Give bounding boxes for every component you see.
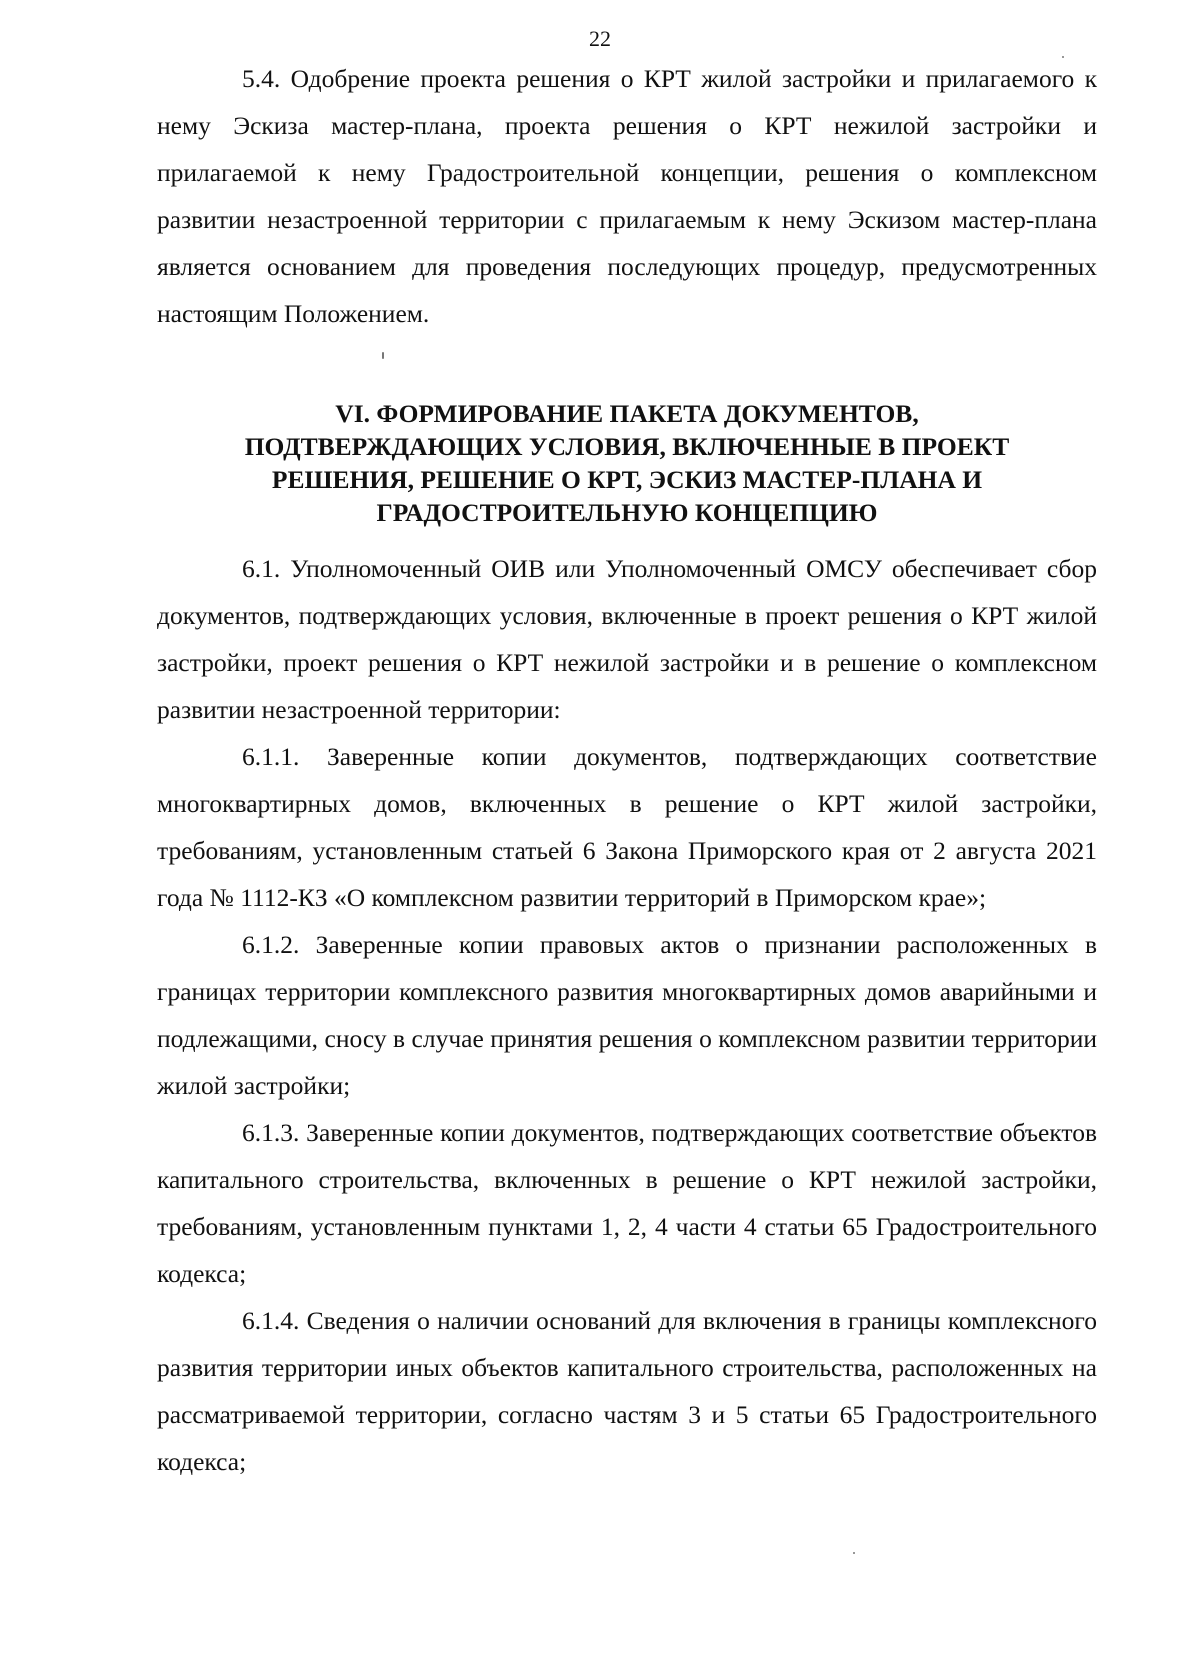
paragraph-6-1-2: 6.1.2. Заверенные копии правовых актов о признании расположенных в границах территории комплексного развития многоквартирных домов аварийными и подлежащими, сносу в случае принятия решения о комплексном развитии территории жилой застройки; bbox=[157, 930, 1097, 1100]
paragraph-6-1-4: 6.1.4. Сведения о наличии оснований для включения в границы комплексного развития территории иных объектов капитального строительства, расположенных на рассматриваемой территории, согласно частям 3 и 5 статьи 65 Градостроительного кодекса; bbox=[157, 1306, 1097, 1476]
scan-speck bbox=[853, 1552, 855, 1554]
paragraph-6-1-1: 6.1.1. Заверенные копии документов, подтверждающих соответствие многоквартирных домов, включенных в решение о КРТ жилой застройки, требованиям, установленным статьей 6 Закона Приморского края от 2 августа 2021 года № 1112-КЗ «О комплексном развитии территорий в Приморском крае»; bbox=[157, 742, 1097, 912]
heading-line-2: ПОДТВЕРЖДАЮЩИХ УСЛОВИЯ, ВКЛЮЧЕННЫЕ В ПРОЕКТ bbox=[244, 432, 1010, 461]
heading-line-1: VI. ФОРМИРОВАНИЕ ПАКЕТА ДОКУМЕНТОВ, bbox=[335, 399, 919, 428]
scan-speck bbox=[382, 352, 384, 359]
section-heading-vi bbox=[157, 397, 1097, 529]
heading-line-3: РЕШЕНИЯ, РЕШЕНИЕ О КРТ, ЭСКИЗ МАСТЕР-ПЛАНА И bbox=[271, 465, 983, 494]
heading-line-4: ГРАДОСТРОИТЕЛЬНУЮ КОНЦЕПЦИЮ bbox=[376, 498, 878, 527]
paragraph-5-4: 5.4. Одобрение проекта решения о КРТ жилой застройки и прилагаемого к нему Эскиза мастер-плана, проекта решения о КРТ нежилой застройки и прилагаемой к нему Градостроительной концепции, решения о комплексном развитии незастроенной территории с прилагаемым к нему Эскизом мастер-плана является основанием для проведения последующих процедур, предусмотренных настоящим Положением. bbox=[157, 64, 1097, 328]
paragraph-6-1-3: 6.1.3. Заверенные копии документов, подтверждающих соответствие объектов капитального строительства, включенных в решение о КРТ нежилой застройки, требованиям, установленным пунктами 1, 2, 4 части 4 статьи 65 Градостроительного кодекса; bbox=[157, 1118, 1097, 1288]
page-number: 22 bbox=[589, 26, 611, 51]
document-body bbox=[157, 55, 1097, 1485]
paragraph-6-1: 6.1. Уполномоченный ОИВ или Уполномоченный ОМСУ обеспечивает сбор документов, подтверждающих условия, включенные в проект решения о КРТ жилой застройки, проект решения о КРТ нежилой застройки и в решение о комплексном развитии незастроенной территории: bbox=[157, 554, 1097, 724]
scan-speck bbox=[1062, 56, 1064, 58]
